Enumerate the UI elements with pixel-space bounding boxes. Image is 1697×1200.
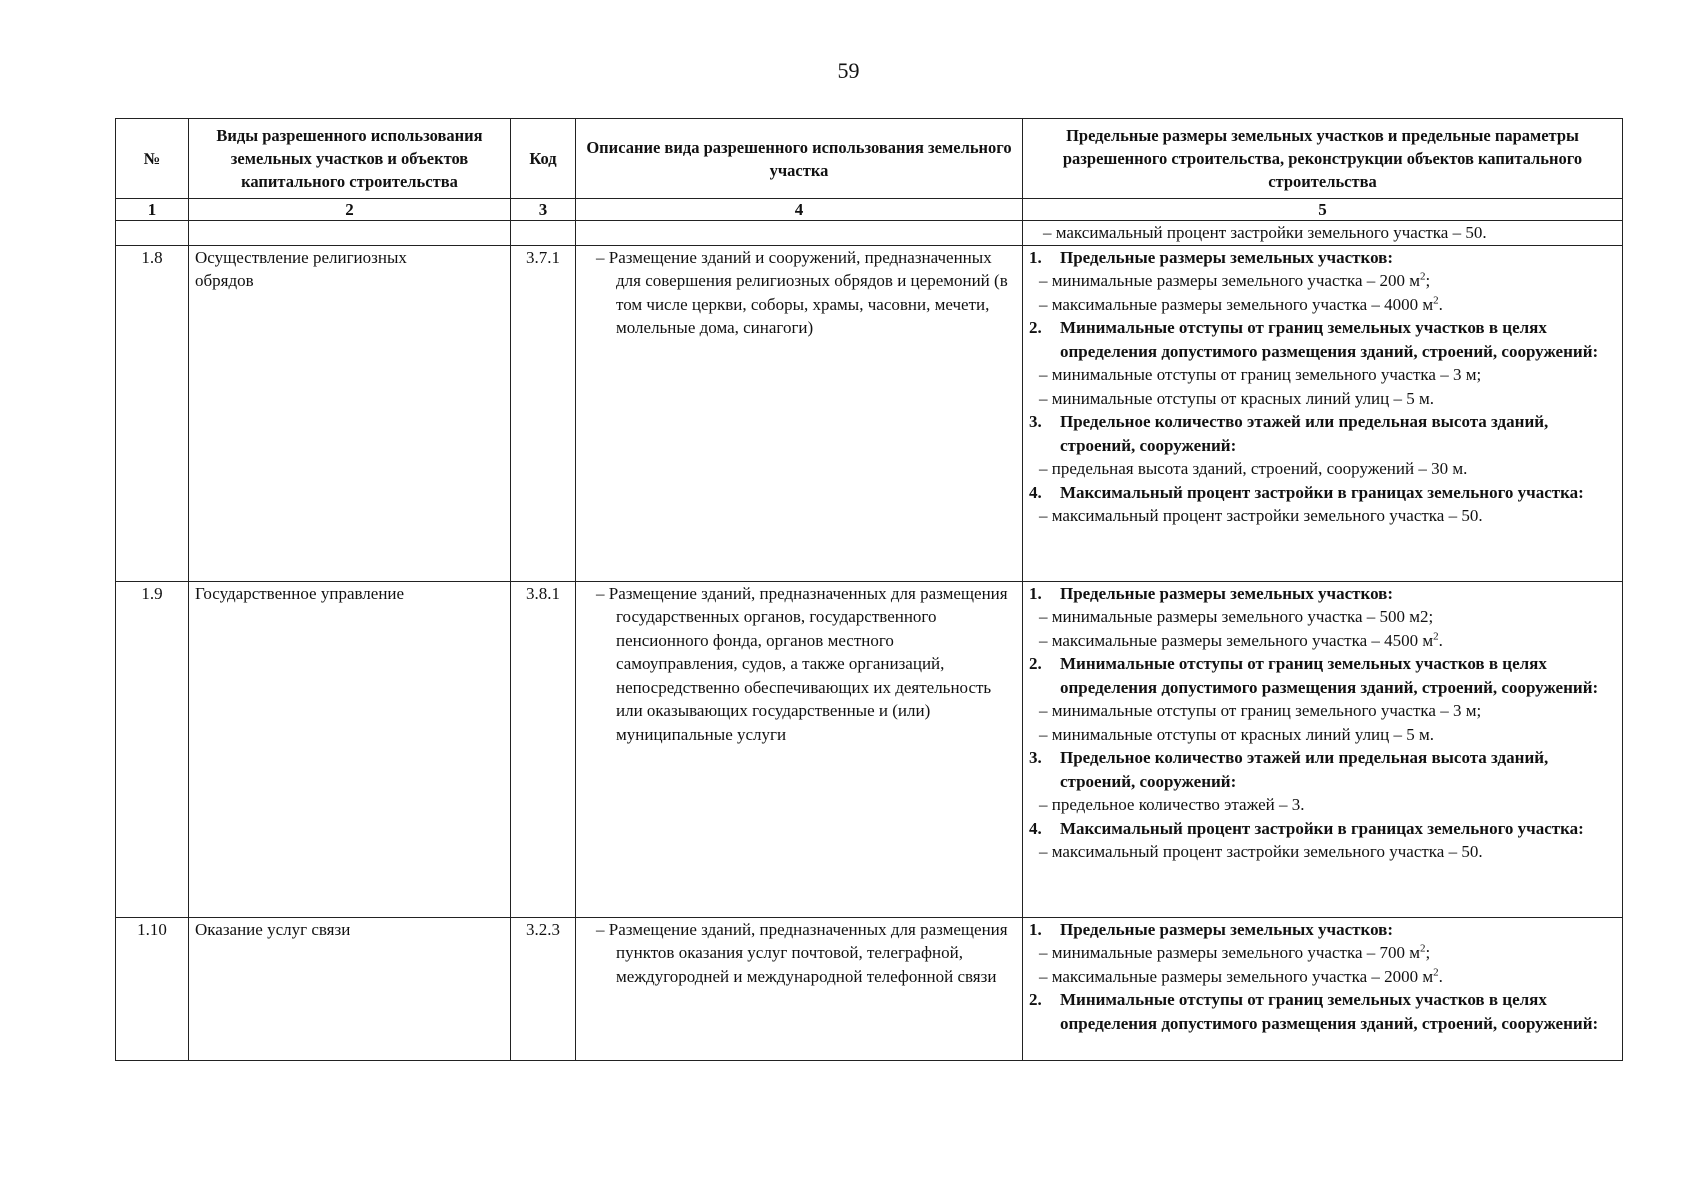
use-type: Оказание услуг связи: [189, 917, 511, 1060]
use-code: 3.7.1: [511, 245, 576, 581]
limits-item: – предельное количество этажей – 3.: [1039, 795, 1305, 814]
limits-item: – максимальные размеры земельного участка – 4500 $м^2$.: [1039, 629, 1443, 650]
limits-section-heading: 1. Предельные размеры земельных участков:: [1029, 919, 1394, 939]
limits-item: – минимальные отступы от красных линий улиц – 5 м.: [1039, 388, 1435, 408]
description-cell: [576, 581, 1023, 917]
limits-item: – минимальные отступы от красных линий улиц – 5 м.: [1039, 724, 1435, 744]
column-number-row: [116, 199, 1623, 221]
limits-item: – максимальные размеры земельного участка – 2000 $м^2$.: [1039, 965, 1443, 986]
limits-item: – минимальные размеры земельного участка – 500 м2;: [1039, 607, 1434, 626]
use-type-line: обрядов: [195, 271, 254, 290]
limits-cell: [1023, 245, 1623, 581]
column-number: 2: [189, 199, 511, 221]
column-number: 5: [1023, 199, 1623, 221]
limits-cell: [1023, 917, 1623, 1060]
limits-cell: [1023, 581, 1623, 917]
header-description: Описание вида разрешенного использования земельного участка: [576, 119, 1023, 199]
table-row: [116, 917, 1623, 1060]
header-code: Код: [511, 119, 576, 199]
limits-item: – минимальные размеры земельного участка – 700 $м^2$;: [1039, 942, 1431, 962]
description-text: – Размещение зданий, предназначенных для размещения государственных органов, государственного пенсионного фонда, органов местного самоуправления, судов, а также организаций, непосредственно обеспечивающих их деятельность или оказывающих государственные и (или) муниципальные услуги: [596, 583, 1008, 744]
row-number: 1.9: [116, 581, 189, 917]
limits-item: – максимальные размеры земельного участка – 4000 $м^2$.: [1039, 293, 1443, 314]
limits-section-heading: 1. Предельные размеры земельных участков:: [1029, 583, 1394, 603]
limits-section-heading: 2. Минимальные отступы от границ земельных участков в целях определения допустимого размещения зданий, строений, сооружений:: [1029, 654, 1599, 697]
header-limits: Предельные размеры земельных участков и предельные параметры разрешенного строительства, реконструкции объектов капитального строительства: [1023, 119, 1623, 199]
limits-item: – предельная высота зданий, строений, сооружений – 30 м.: [1039, 459, 1468, 478]
table-row: [116, 245, 1623, 581]
description-cell: [576, 917, 1023, 1060]
use-type: Государственное управление: [189, 581, 511, 917]
description-cell: [576, 245, 1023, 581]
limits-item: – минимальные размеры земельного участка – 200 $м^2$;: [1039, 270, 1431, 290]
description-text: – Размещение зданий, предназначенных для размещения пунктов оказания услуг почтовой, телеграфной, междугородней и международной телефонной связи: [596, 919, 1008, 986]
use-type-line: Осуществление религиозных: [195, 247, 407, 267]
table-header-row: [116, 119, 1623, 199]
column-number: 1: [116, 199, 189, 221]
row-number: 1.8: [116, 245, 189, 581]
description-text: – Размещение зданий и сооружений, предназначенных для совершения религиозных обрядов и церемоний (в том числе церкви, соборы, храмы, часовни, мечети, молельные дома, синагоги): [596, 247, 1008, 337]
land-use-regulations-table: [115, 118, 1623, 1061]
column-number: 4: [576, 199, 1023, 221]
limits-section-heading: 2. Минимальные отступы от границ земельных участков в целях определения допустимого размещения зданий, строений, сооружений:: [1029, 318, 1599, 361]
limits-section-heading: 3. Предельное количество этажей или предельная высота зданий, строений, сооружений:: [1029, 412, 1549, 455]
use-type-cell: [189, 245, 511, 581]
page-number: 59: [837, 58, 860, 83]
use-code: 3.8.1: [511, 581, 576, 917]
limits-section-heading: 4. Максимальный процент застройки в границах земельного участка:: [1029, 818, 1584, 838]
limits-item: – минимальные отступы от границ земельного участка – 3 м;: [1039, 365, 1482, 384]
column-number: 3: [511, 199, 576, 221]
limits-section-heading: 2. Минимальные отступы от границ земельных участков в целях определения допустимого размещения зданий, строений, сооружений:: [1029, 990, 1599, 1033]
limits-item: – максимальный процент застройки земельного участка – 50.: [1039, 842, 1483, 861]
limits-section-heading: 3. Предельное количество этажей или предельная высота зданий, строений, сооружений:: [1029, 748, 1549, 791]
carryover-row: [116, 221, 1623, 246]
carryover-text: – максимальный процент застройки земельного участка – 50.: [1043, 223, 1487, 242]
header-use-type: Виды разрешенного использования земельных участков и объектов капитального строительства: [189, 119, 511, 199]
table-row: [116, 581, 1623, 917]
header-number: №: [116, 119, 189, 199]
limits-section-heading: 4. Максимальный процент застройки в границах земельного участка:: [1029, 482, 1584, 502]
limits-item: – минимальные отступы от границ земельного участка – 3 м;: [1039, 701, 1482, 720]
limits-section-heading: 1. Предельные размеры земельных участков:: [1029, 247, 1394, 267]
row-number: 1.10: [116, 917, 189, 1060]
limits-item: – максимальный процент застройки земельного участка – 50.: [1039, 506, 1483, 525]
use-code: 3.2.3: [511, 917, 576, 1060]
